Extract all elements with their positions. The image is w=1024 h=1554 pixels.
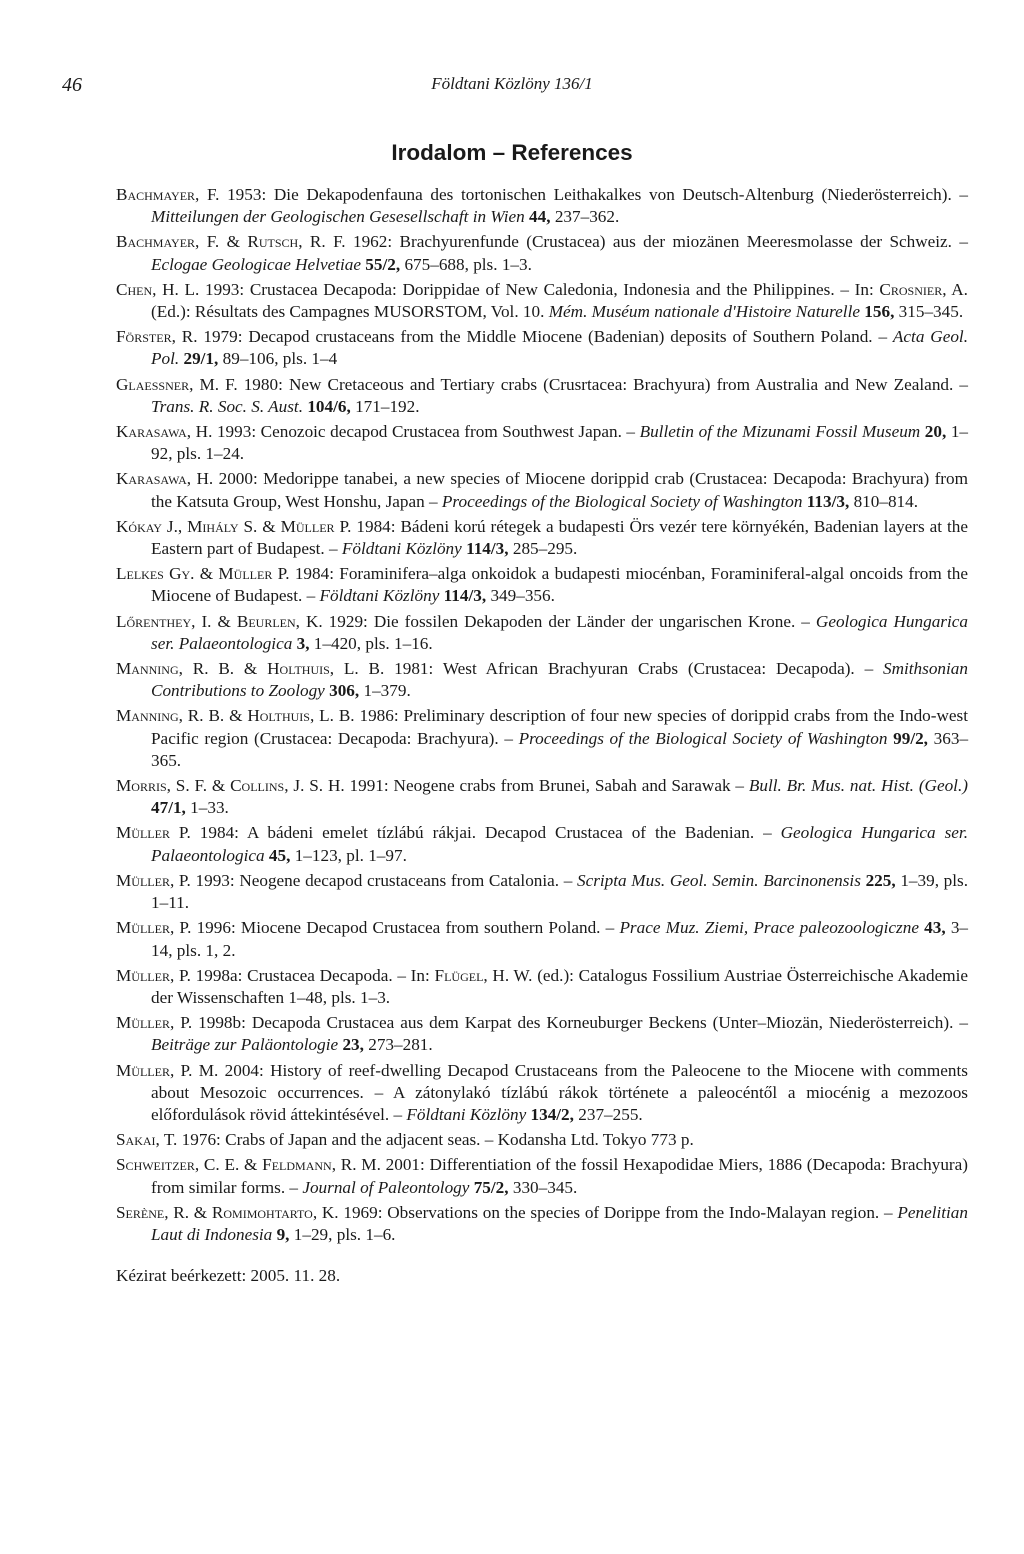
volume-number: 45,	[268, 845, 291, 865]
journal-title: Scripta Mus. Geol. Semin. Barcinonensis	[577, 870, 861, 890]
journal-title: Geologica Hungarica ser. Palaeontologica	[151, 823, 968, 865]
reference-text: 1980: New Cretaceous and Tertiary crabs (Crusrtacea: Brachyura) from Australia and New Zealand. –	[237, 374, 968, 394]
reference-text: 1993: Neogene decapod crustaceans from Catalonia. –	[190, 870, 577, 890]
reference-entry	[116, 1202, 968, 1246]
reference-text: (Ed.): Résultats des Campagnes MUSORSTOM, Vol. 10.	[151, 302, 549, 322]
reference-text: 1998b: Decapoda Crustacea aus dem Karpat des Korneuburger Beckens (Unter–Miozän, Niederösterreich). –	[192, 1013, 968, 1033]
reference-text: 1991: Neogene crabs from Brunei, Sabah and Sarawak –	[344, 776, 749, 796]
volume-number: 23,	[342, 1035, 364, 1055]
volume-number: 156,	[864, 302, 895, 322]
journal-title: Földtani Közlöny	[341, 539, 462, 559]
reference-text: 315–345.	[894, 302, 964, 322]
reference-text: 675–688, pls. 1–3.	[400, 254, 532, 274]
reference-text: 171–192.	[350, 396, 420, 416]
author-names: Müller P.	[116, 823, 191, 843]
volume-number: 29/1,	[183, 349, 219, 369]
reference-entry	[116, 775, 968, 819]
journal-title: Geologica Hungarica ser. Palaeontologica	[151, 611, 968, 653]
reference-entry	[116, 326, 968, 370]
reference-text: 1976: Crabs of Japan and the adjacent seas. – Kodansha Ltd. Tokyo 773 p.	[177, 1130, 694, 1150]
journal-title: Acta Geol. Pol.	[151, 327, 968, 369]
reference-text: 363–365.	[151, 728, 969, 770]
reference-text: 1984: Foraminifera–alga onkoidok a budapesti miocénban, Foraminiferal-algal oncoids from the Miocene of Budapest. –	[151, 564, 968, 606]
author-names: Glaessner, M. F.	[116, 374, 238, 394]
reference-text: 1993: Crustacea Decapoda: Dorippidae of New Caledonia, Indonesia and the Philippines. – In:	[199, 279, 880, 299]
volume-number: 225,	[865, 870, 896, 890]
author-names: Chen, H. L.	[116, 279, 200, 299]
volume-number: 306,	[329, 681, 360, 701]
author-names: Karasawa, H.	[116, 469, 214, 489]
author-names: Bachmayer, F.	[116, 185, 220, 204]
author-names: Serène, R. & Romimohtarto, K.	[116, 1202, 339, 1222]
reference-entry	[116, 611, 968, 655]
journal-title: Földtani Közlöny	[319, 586, 440, 606]
reference-text: 1998a: Crustacea Decapoda. – In:	[190, 965, 435, 985]
author-names: Karasawa, H.	[116, 422, 213, 442]
volume-number: 113/3,	[806, 491, 850, 511]
reference-text: 1–33.	[185, 798, 229, 818]
volume-number: 104/6,	[307, 396, 351, 416]
reference-text: 1–123, pl. 1–97.	[290, 845, 407, 865]
author-names: Morris, S. F. & Collins, J. S. H.	[116, 776, 345, 796]
author-names: Crosnier, A.	[879, 279, 968, 299]
reference-text: 1–379.	[359, 681, 411, 701]
author-names: Müller, P. M.	[116, 1060, 219, 1080]
author-names: Flügel, H. W.	[434, 965, 533, 985]
journal-title: Mitteilungen der Geologischen Gesesellschaft in Wien	[151, 207, 525, 227]
volume-number: 99/2,	[893, 728, 928, 748]
journal-title: Mém. Muséum nationale d'Histoire Naturelle	[548, 302, 860, 322]
volume-number: 134/2,	[530, 1104, 574, 1124]
reference-text: 1969: Observations on the species of Dorippe from the Indo-Malayan region. –	[338, 1202, 898, 1222]
journal-title: Bulletin of the Mizunami Fossil Museum	[639, 422, 921, 442]
reference-text: 1929: Die fossilen Dekapoden der Länder der ungarischen Krone. –	[322, 611, 816, 631]
journal-title: Proceedings of the Biological Society of Washington	[518, 728, 888, 748]
volume-number: 3,	[296, 633, 310, 653]
reference-entry	[116, 658, 968, 702]
reference-text: 810–814.	[849, 491, 919, 511]
reference-text: 1953: Die Dekapodenfauna des tortonischen Leithakalkes von Deutsch-Altenburg (Niederösterreich). –	[219, 185, 968, 204]
journal-title: Journal of Paleontology	[302, 1177, 470, 1197]
reference-entry	[116, 1154, 968, 1198]
author-names: Müller, P.	[116, 965, 191, 985]
author-names: Kókay J., Mihály S. & Müller P.	[116, 516, 352, 536]
reference-text: 2000: Medorippe tanabei, a new species of Miocene dorippid crab (Crustacea: Decapoda: Brachyura) from the Katsuta Group, West Honshu, Japan –	[151, 469, 968, 511]
reference-text: 1–29, pls. 1–6.	[289, 1224, 396, 1244]
reference-text: 1962: Brachyurenfunde (Crustacea) aus der miozänen Meeresmolasse der Schweiz. –	[345, 232, 968, 252]
journal-title: Beiträge zur Paläontologie	[151, 1035, 339, 1055]
reference-entry	[116, 1129, 968, 1151]
reference-text: 1986: Preliminary description of four new species of dorippid crabs from the Indo-west Pacific region (Crustacea: Decapoda: Brachyura). –	[151, 706, 968, 748]
reference-entry	[116, 184, 968, 228]
author-names: Müller, P.	[116, 870, 191, 890]
reference-text: 3–14, pls. 1, 2.	[151, 918, 968, 960]
volume-number: 114/3,	[466, 539, 509, 559]
reference-entry	[116, 374, 968, 418]
journal-title: Trans. R. Soc. S. Aust.	[151, 396, 304, 416]
author-names: Manning, R. B. & Holthuis, L. B.	[116, 706, 355, 726]
volume-number: 43,	[924, 918, 946, 938]
reference-entry	[116, 870, 968, 914]
received-note: Kézirat beérkezett: 2005. 11. 28.	[116, 1266, 341, 1285]
volume-number: 9,	[276, 1224, 290, 1244]
author-names: Lőrenthey, I. & Beurlen, K.	[116, 611, 323, 631]
reference-entry	[116, 1060, 968, 1127]
volume-number: 44,	[529, 207, 551, 227]
reference-text: 1979: Decapod crustaceans from the Middle Miocene (Badenian) deposits of Southern Poland. –	[197, 327, 893, 347]
author-names: Schweitzer, C. E. & Feldmann, R. M.	[116, 1155, 381, 1175]
journal-title: Smithsonian Contributions to Zoology	[151, 659, 968, 701]
reference-text: 1984: Bádeni korú rétegek a budapesti Örs vezér tere környékén, Badenian layers at the Eastern part of Budapest. –	[151, 516, 968, 559]
running-head: Földtani Közlöny 136/1	[431, 74, 593, 93]
reference-text: 330–345.	[508, 1177, 578, 1197]
reference-entry	[116, 516, 968, 560]
reference-text: 237–255.	[573, 1104, 643, 1124]
reference-entry	[116, 917, 968, 961]
reference-text: (ed.): Catalogus Fossilium Austriae Österreichische Akademie der Wissenschaften 1–48, pls. 1–3.	[151, 965, 968, 1007]
author-names: Sakai, T.	[116, 1130, 178, 1150]
volume-number: 55/2,	[365, 254, 401, 274]
volume-number: 47/1,	[151, 798, 186, 818]
reference-text: 1993: Cenozoic decapod Crustacea from Southwest Japan. –	[212, 422, 640, 442]
author-names: Müller, P.	[116, 1013, 193, 1033]
reference-entry	[116, 965, 968, 1009]
journal-title: Prace Muz. Ziemi, Prace paleozoologiczne	[619, 918, 919, 938]
volume-number: 114/3,	[443, 586, 487, 606]
reference-text: 89–106, pls. 1–4	[218, 349, 338, 369]
reference-text: 273–281.	[363, 1035, 433, 1055]
reference-entry	[116, 563, 968, 607]
journal-title: Proceedings of the Biological Society of Washington	[441, 491, 803, 511]
page-number: 46	[62, 74, 82, 96]
reference-text: 1996: Miocene Decapod Crustacea from southern Poland. –	[191, 918, 620, 938]
journal-title: Penelitian Laut di Indonesia	[151, 1202, 968, 1244]
reference-text: 2001: Differentiation of the fossil Hexapodidae Miers, 1886 (Decapoda: Brachyura) from similar forms. –	[151, 1155, 968, 1197]
section-title: Irodalom – References	[391, 140, 633, 165]
reference-text: 1–92, pls. 1–24.	[151, 422, 969, 464]
author-names: Manning, R. B. & Holthuis, L. B.	[116, 659, 385, 679]
reference-entry	[116, 468, 968, 512]
reference-entry	[116, 279, 968, 323]
reference-entry	[116, 231, 968, 275]
reference-text: 2004: History of reef-dwelling Decapod Crustaceans from the Paleocene to the Miocene with comments about Mesozoic occurrences. – A zátonylakó tízlábú rákok története a paleocéntől a miocénig a mezozoos előfordulások rövid áttekintésével. –	[151, 1060, 968, 1124]
author-names: Bachmayer, F. & Rutsch, R. F.	[116, 232, 346, 252]
author-names: Müller, P.	[116, 918, 192, 938]
reference-entry	[116, 421, 968, 465]
reference-text: 1–420, pls. 1–16.	[309, 633, 433, 653]
reference-text: 285–295.	[508, 539, 578, 559]
journal-title: Bull. Br. Mus. nat. Hist. (Geol.)	[748, 776, 968, 796]
reference-text: 349–356.	[486, 586, 555, 606]
reference-entry	[116, 1012, 968, 1056]
journal-title: Eclogae Geologicae Helvetiae	[151, 254, 361, 274]
reference-entry	[116, 822, 968, 866]
author-names: Förster, R.	[116, 327, 198, 347]
reference-list	[116, 184, 968, 1249]
volume-number: 75/2,	[473, 1177, 509, 1197]
author-names: Lelkes Gy. & Müller P.	[116, 564, 290, 584]
journal-title: Földtani Közlöny	[406, 1104, 527, 1124]
reference-text: 237–362.	[550, 207, 620, 227]
volume-number: 20,	[924, 422, 947, 442]
reference-entry	[116, 705, 968, 772]
reference-text: 1–39, pls. 1–11.	[151, 870, 969, 913]
reference-text: 1984: A bádeni emelet tízlábú rákjai. Decapod Crustacea of the Badenian. –	[190, 823, 781, 843]
reference-text: 1981: West African Brachyuran Crabs (Crustacea: Decapoda). –	[384, 659, 883, 679]
